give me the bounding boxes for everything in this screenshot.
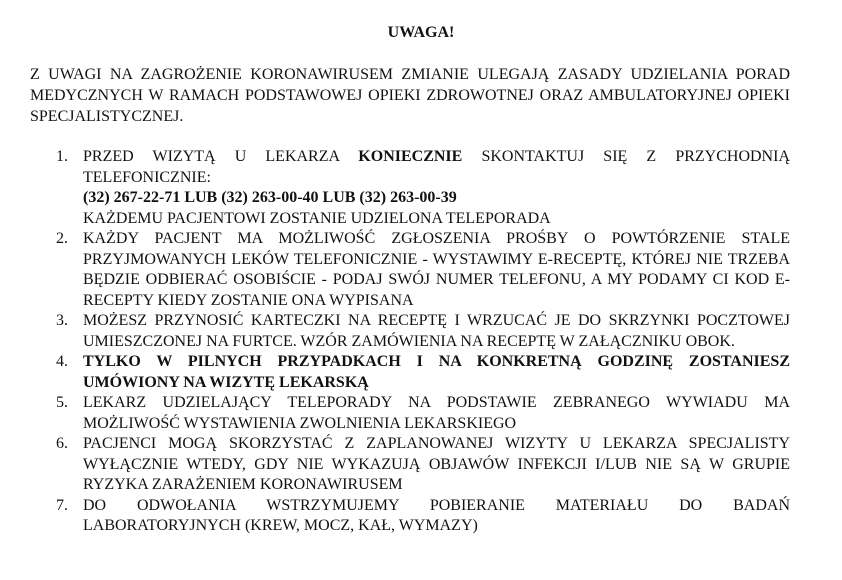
list-item-text: PACJENCI MOGĄ SKORZYSTAĆ Z ZAPLANOWANEJ WIZYTY U LEKARZA SPECJALISTY WYŁĄCZNIE WTEDY, GDY NIE WYKAZUJĄ OBJAWÓW INFEKCJI I/LUB NIE SĄ W GRUPIE RYZYKA ZARAŻENIEM KORONAWIRUSEM [83,435,790,493]
list-item [30,229,790,311]
intro-paragraph: Z UWAGI NA ZAGROŻENIE KORONAWIRUSEM ZMIANIE ULEGAJĄ ZASADY UDZIELANIA PORAD MEDYCZNYCH W RAMACH PODSTAWOWEJ OPIEKI ZDROWOTNEJ ORAZ AMBULATORYJNEJ OPIEKI SPECJALISTYCZNEJ. [30,66,790,125]
list-item-number: 4. [56,353,68,370]
list-item-text: TYLKO W PILNYCH PRZYPADKACH I NA KONKRETNĄ GODZINĘ ZOSTANIESZ UMÓWIONY NA WIZYTĘ LEKARSKĄ [83,353,790,391]
emphasis-text: KONIECZNIE [358,148,463,165]
list-item-note: KAŻDEMU PACJENTOWI ZOSTANIE UDZIELONA TELEPORADA [83,209,551,227]
list-item [30,352,790,393]
list-item-text: DO ODWOŁANIA WSTRZYMUJEMY POBIERANIE MATERIAŁU DO BADAŃ LABORATORYJNYCH (KREW, MOCZ, KAŁ, WYMAZY) [83,496,790,534]
list-item-number: 2. [56,230,68,247]
list-item-number: 3. [56,312,68,329]
list-item-text: MOŻESZ PRZYNOSIĆ KARTECZKI NA RECEPTĘ I WRZUCAĆ JE DO SKRZYNKI POCZTOWEJ UMIESZCZONEJ NA FURTCE. WZÓR ZAMÓWIENIA NA RECEPTĘ W ZAŁĄCZNIKU OBOK. [83,312,790,350]
list-item-number: 7. [56,496,68,514]
list-item-text: LEKARZ UDZIELAJĄCY TELEPORADY NA PODSTAWIE ZEBRANEGO WYWIADU MA MOŻLIWOŚĆ WYSTAWIENIA ZWOLNIENIA LEKARSKIEGO [83,394,790,432]
list-item-number: 1. [56,148,68,165]
list-item-text: SKONTAKTUJ SIĘ Z PRZYCHODNIĄ TELEFONICZNIE: [83,148,790,186]
list-item [30,147,790,229]
list-item [30,393,790,434]
list-item-text: KAŻDY PACJENT MA MOŻLIWOŚĆ ZGŁOSZENIA PROŚBY O POWTÓRZENIE STALE PRZYJMOWANYCH LEKÓW TELEFONICZNIE - WYSTAWIMY E-RECEPTĘ, KTÓREJ NIE TRZEBA BĘDZIE ODBIERAĆ OSOBIŚCIE - PODAJ SWÓJ NUMER TELEFONU, A MY PODAMY CI KOD E-RECEPTY KIEDY ZOSTANIE ONA WYPISANA [83,230,790,309]
list-item [30,496,790,537]
list-item-number: 5. [56,394,68,411]
list-item-text: PRZED WIZYTĄ U LEKARZA [83,148,359,165]
list-item [30,311,790,352]
rules-list [30,147,790,537]
list-item [30,434,790,496]
page-title: UWAGA! [387,24,455,41]
list-item-number: 6. [56,435,68,452]
phone-numbers: (32) 267-22-71 LUB (32) 263-00-40 LUB (32) 263-00-39 [83,189,457,206]
